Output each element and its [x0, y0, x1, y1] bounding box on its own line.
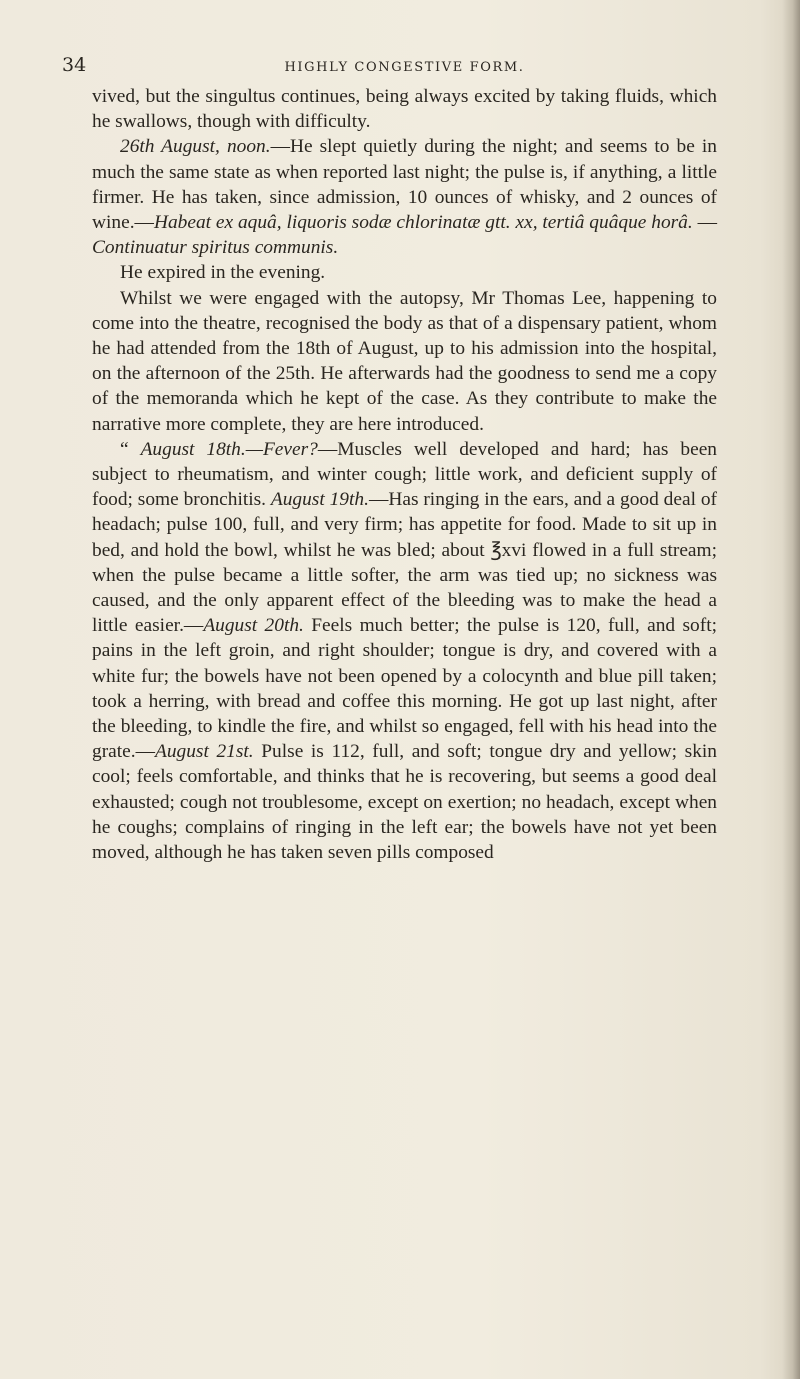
paragraph-text: —Muscles well developed and hard; has been subject to rheumatism, and winter cough; little work, and deficient supply of food; some bronchitis.	[92, 438, 717, 511]
paragraph-text: Pulse is 112, full, and soft; tongue dry and yellow; skin cool; feels comfortable, and thinks that he is recovering, but seems a good deal exhausted; cough not troublesome, except on exertion; no headach, except when he coughs; complains of ringing in the left ear; the bowels have not yet been moved, although he has taken seven pills composed	[92, 741, 717, 864]
date-heading: August 20th.	[203, 615, 304, 637]
page-edge-shadow	[782, 0, 800, 1379]
date-heading: August 19th.	[270, 489, 369, 511]
open-quote: “	[120, 438, 141, 460]
paragraph-autopsy: Whilst we were engaged with the autopsy, Mr Thomas Lee, happening to come into the theatre, recognised the body as that of a dispensary patient, whom he had attended from the 18th of August, up to his admission into the hospital, on the afternoon of the 25th. He afterwards had the goodness to send me a copy of the memoranda which he kept of the case. As they contribute to make the narrative more complete, they are here introduced.	[92, 287, 717, 435]
paragraph-text: —Has ringing in the ears, and a good deal of headach; pulse 100, full, and very firm; has appetite for food. Made to sit up in bed, and hold the bowl, whilst he was bled; about ℥xvi flowed in a full stream; when the pulse became a little softer, the arm was tied up; no sickness was caused, and the only apparent effect of the bleeding was to make the head a little easier.—	[92, 489, 717, 637]
prescription-latin: Habeat ex aquâ, liquoris sodæ chlorinatæ gtt. xx, tertiâ quâque horâ.	[153, 212, 693, 234]
paragraph-august-26	[92, 134, 717, 260]
date-heading: 26th August, noon.	[120, 136, 271, 158]
prescription-continuatur: Continuatur spiritus communis.	[92, 237, 339, 259]
page-header	[62, 54, 717, 82]
dash: —	[692, 212, 717, 234]
paragraph-memoranda	[92, 437, 717, 865]
paragraph-text: Feels much better; the pulse is 120, full, and soft; pains in the left groin, and right shoulder; tongue is dry, and covered with a white fur; the bowels have not been opened by a colocynth and blue pill taken; took a herring, with bread and coffee this morning. He got up last night, after the bleeding, to kindle the fire, and whilst so engaged, fell with his head into the grate.—	[92, 615, 717, 763]
paragraph-expired: He expired in the evening.	[120, 262, 326, 284]
running-head: HIGHLY CONGESTIVE FORM.	[284, 60, 525, 75]
date-heading: August 18th.—Fever?	[140, 438, 318, 460]
date-heading: August 21st.	[155, 741, 254, 763]
paragraph-continued: vived, but the singultus continues, being always excited by taking fluids, which he swallows, though with difficulty.	[92, 86, 717, 133]
page-number: 34	[62, 54, 87, 76]
paragraph-text: —He slept quietly during the night; and seems to be in much the same state as when reported last night; the pulse is, if anything, a little firmer. He has taken, since admission, 10 ounces of whisky, and 2 ounces of wine.—	[92, 136, 717, 234]
body-text	[92, 84, 717, 865]
